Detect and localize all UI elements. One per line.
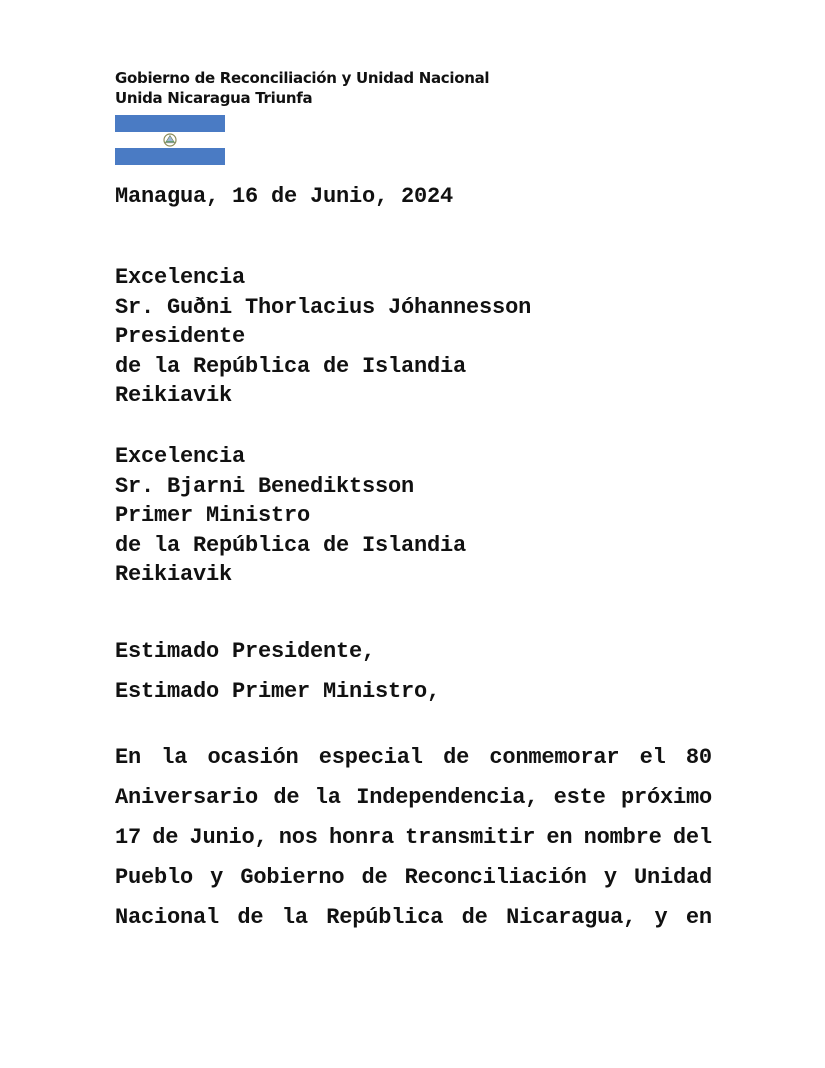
body-word: transmitir <box>405 825 536 850</box>
body-word: de <box>152 825 179 850</box>
recipient-role: Presidente <box>115 324 246 350</box>
body-word: de <box>461 905 488 930</box>
body-word: Junio, <box>189 825 268 850</box>
body-word: Gobierno <box>240 865 345 890</box>
body-word: honra <box>328 825 394 850</box>
body-word: Nicaragua, <box>506 905 637 930</box>
recipient-block-president <box>115 263 531 411</box>
body-word: Aniversario <box>115 785 259 810</box>
recipient-name: Sr. Guðni Thorlacius Jóhannesson <box>115 294 532 320</box>
body-word: nombre <box>583 825 662 850</box>
body-line <box>115 858 712 898</box>
body-word: República <box>326 905 444 930</box>
recipient-title: Excelencia <box>115 265 246 290</box>
body-word: Unidad <box>633 865 712 890</box>
body-word: próximo <box>620 785 712 810</box>
body-word: este <box>553 785 606 810</box>
recipient-office: de la República de Islandia <box>115 532 467 558</box>
body-word: 17 <box>115 825 142 850</box>
body-word: la <box>281 905 308 930</box>
recipient-role: Primer Ministro <box>115 503 311 529</box>
letter-body <box>115 738 712 938</box>
body-word: y <box>654 905 668 930</box>
recipient-city: Reikiavik <box>115 562 233 588</box>
body-word: especial <box>318 745 423 770</box>
nicaragua-flag-icon <box>115 115 225 165</box>
body-word: de <box>443 745 470 770</box>
body-line <box>115 898 712 938</box>
salutation <box>115 632 440 712</box>
body-line <box>115 818 712 858</box>
salutation-president: Estimado Presidente, <box>115 639 376 664</box>
body-word: el <box>639 745 666 770</box>
body-line <box>115 738 712 778</box>
body-line <box>115 778 712 818</box>
body-word: conmemorar <box>489 745 620 770</box>
body-word: 80 <box>685 745 712 770</box>
salutation-prime-minister: Estimado Primer Ministro, <box>115 679 441 704</box>
body-word: y <box>603 865 617 890</box>
letterhead-government-name: Gobierno de Reconciliación y Unidad Nacional <box>115 69 490 87</box>
recipient-block-prime-minister <box>115 442 466 590</box>
body-word: de <box>237 905 264 930</box>
recipient-office: de la República de Islandia <box>115 353 467 379</box>
body-word: Reconciliación <box>404 865 587 890</box>
body-word: Pueblo <box>115 865 194 890</box>
body-word: la <box>161 745 188 770</box>
recipient-title: Excelencia <box>115 444 246 469</box>
letterhead <box>115 68 489 108</box>
body-word: Nacional <box>115 905 220 930</box>
recipient-name: Sr. Bjarni Benediktsson <box>115 473 415 499</box>
body-word: de <box>273 785 300 810</box>
body-word: la <box>314 785 341 810</box>
body-word: del <box>672 825 712 850</box>
body-word: en <box>546 825 573 850</box>
body-word: ocasión <box>207 745 299 770</box>
letterhead-slogan: Unida Nicaragua Triunfa <box>115 89 313 107</box>
recipient-city: Reikiavik <box>115 383 233 409</box>
body-word: en <box>685 905 712 930</box>
body-word: nos <box>278 825 318 850</box>
body-word: Independencia, <box>356 785 539 810</box>
body-word: y <box>210 865 224 890</box>
letter-date: Managua, 16 de Junio, 2024 <box>115 184 454 209</box>
body-word: En <box>115 745 142 770</box>
body-word: de <box>361 865 388 890</box>
